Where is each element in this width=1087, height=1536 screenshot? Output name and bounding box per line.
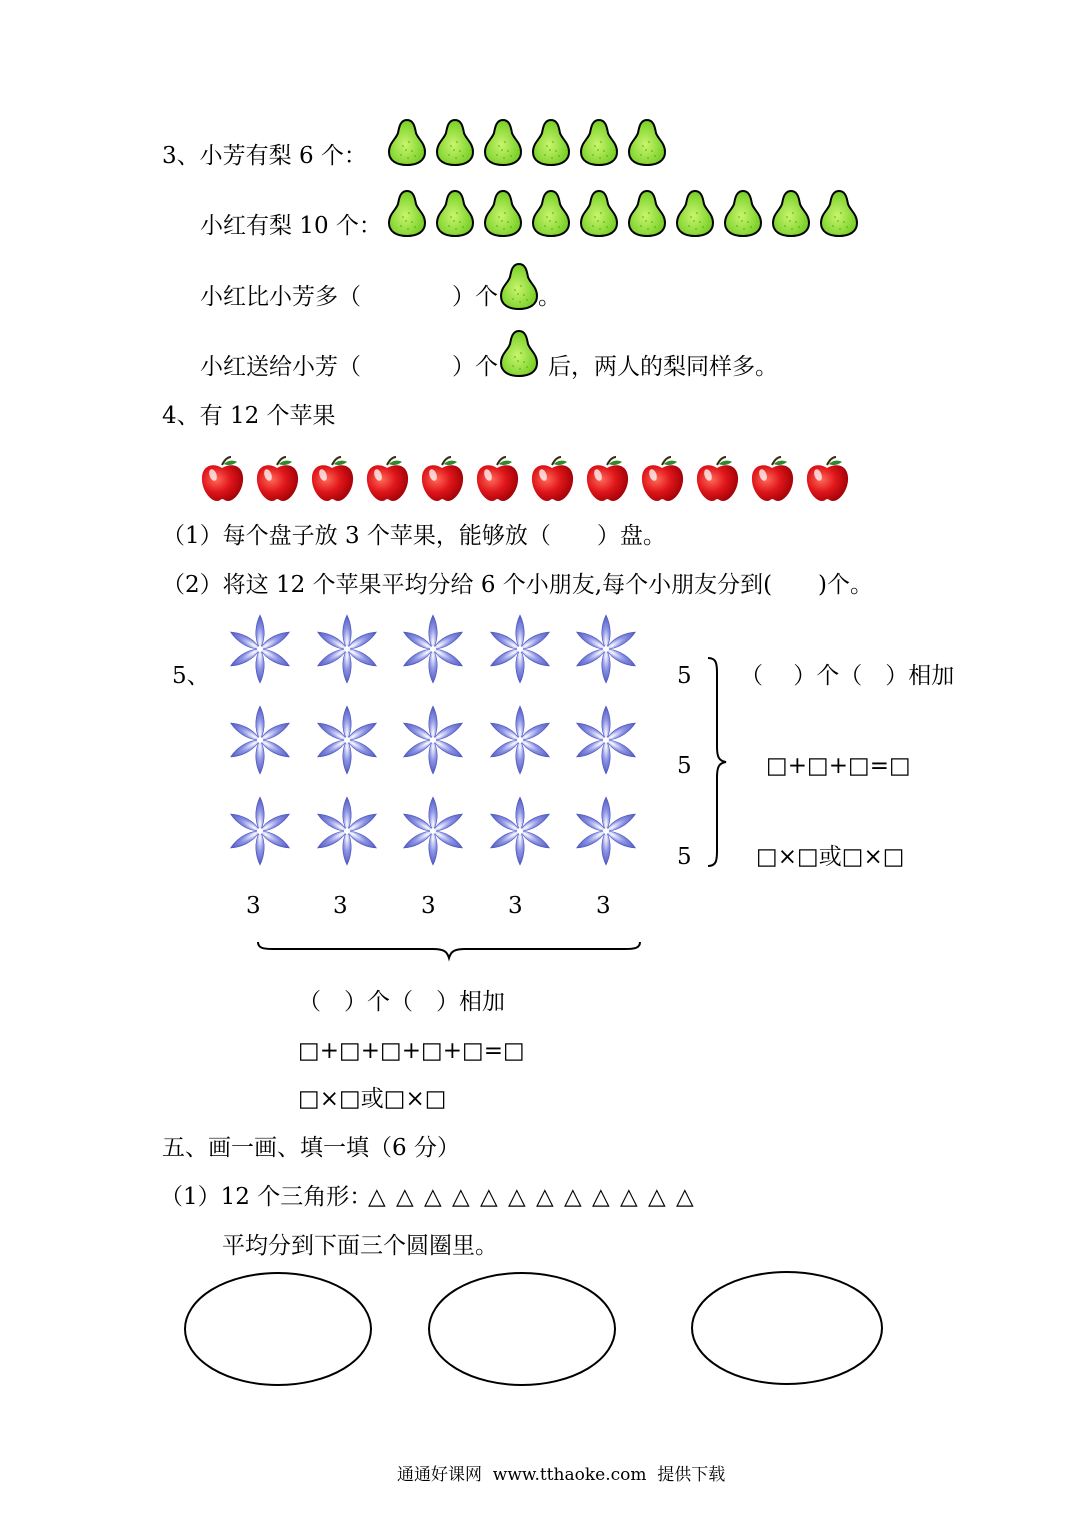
row-total-1: 5: [677, 663, 692, 689]
pear-icon: [819, 189, 859, 237]
pear-icon: [531, 118, 571, 166]
pear-icon: [499, 329, 539, 377]
section5-part1-label: （1）12 个三角形：: [160, 1184, 373, 1210]
pear-icon: [387, 189, 427, 237]
row-total-2: 5: [677, 753, 692, 779]
q4-part1: （1）每个盘子放 3 个苹果，能够放（ ）盘。: [162, 523, 666, 549]
flower-icon: [484, 795, 556, 867]
pear-icon: [531, 189, 571, 237]
right-line1: （ ）个（ ）相加: [740, 663, 955, 689]
footer-text: 通通好课网 www.tthaoke.com 提供下载: [397, 1465, 726, 1485]
q4-title: 4、有 12 个苹果: [162, 403, 336, 429]
flower-icon: [484, 704, 556, 776]
right-line3: □×□或□×□: [756, 844, 905, 870]
apple-icon: [420, 456, 465, 502]
flower-icon: [570, 704, 642, 776]
circle-1[interactable]: [182, 1270, 376, 1390]
flower-icon: [570, 795, 642, 867]
bottom-brace: [255, 936, 645, 964]
col-total-4: 3: [508, 893, 523, 919]
flower-icon: [397, 795, 469, 867]
pear-icon: [483, 118, 523, 166]
pear-icon: [387, 118, 427, 166]
q3-line4-start: 小红送给小芳（: [200, 354, 361, 380]
col-total-5: 3: [596, 893, 611, 919]
apple-icon: [530, 456, 575, 502]
pear-icon: [771, 189, 811, 237]
flower-icon: [224, 704, 296, 776]
pear-icon: [675, 189, 715, 237]
pear-icon: [499, 262, 539, 310]
q3-line3-start: 小红比小芳多（: [200, 284, 361, 310]
apple-icon: [805, 456, 850, 502]
q3-line3-end: 。: [538, 284, 561, 310]
right-brace: [705, 655, 729, 869]
apple-icon: [310, 456, 355, 502]
flower-icon: [224, 795, 296, 867]
q3-line1: 3、小芳有梨 6 个：: [162, 143, 367, 169]
flower-icon: [570, 613, 642, 685]
pear-icon: [483, 189, 523, 237]
q3-line4-mid: ）个: [452, 354, 498, 380]
circle-3[interactable]: [689, 1268, 887, 1388]
triangles-row: △ △ △ △ △ △ △ △ △ △ △ △: [368, 1184, 694, 1210]
apple-icon: [585, 456, 630, 502]
section5-title: 五、画一画、填一填（6 分）: [162, 1135, 460, 1161]
col-total-3: 3: [421, 893, 436, 919]
xiaofang-pears-row: [387, 118, 667, 166]
flower-icon: [224, 613, 296, 685]
pear-icon: [579, 118, 619, 166]
flower-icon: [397, 613, 469, 685]
q3-line2: 小红有梨 10 个：: [200, 213, 382, 239]
q5-label: 5、: [172, 663, 210, 689]
q3-line3-mid: ）个: [452, 284, 498, 310]
col-total-2: 3: [333, 893, 348, 919]
bottom-line3: □×□或□×□: [298, 1086, 447, 1112]
row-total-3: 5: [677, 844, 692, 870]
circle-2[interactable]: [426, 1270, 620, 1390]
flower-icon: [311, 613, 383, 685]
right-line2: □+□+□=□: [766, 753, 911, 779]
pear-icon: [579, 189, 619, 237]
apple-icon: [695, 456, 740, 502]
col-total-1: 3: [246, 893, 261, 919]
apple-icon: [365, 456, 410, 502]
apple-icon: [750, 456, 795, 502]
pear-icon: [435, 118, 475, 166]
pear-icon: [435, 189, 475, 237]
bottom-line2: □+□+□+□+□=□: [298, 1038, 525, 1064]
xiaohong-pears-row: [387, 189, 859, 237]
pear-icon: [627, 118, 667, 166]
q4-part2: （2）将这 12 个苹果平均分给 6 个小朋友,每个小朋友分到( )个。: [162, 572, 874, 598]
apples-row: [200, 456, 850, 502]
flower-icon: [311, 795, 383, 867]
flower-icon: [397, 704, 469, 776]
flower-icon: [311, 704, 383, 776]
q3-line4-end: 后，两人的梨同样多。: [548, 354, 778, 380]
section5-instruction: 平均分到下面三个圆圈里。: [222, 1233, 498, 1259]
apple-icon: [475, 456, 520, 502]
pear-icon: [723, 189, 763, 237]
apple-icon: [640, 456, 685, 502]
apple-icon: [255, 456, 300, 502]
bottom-line1: （ ）个（ ）相加: [298, 989, 505, 1015]
flower-icon: [484, 613, 556, 685]
pear-icon: [627, 189, 667, 237]
apple-icon: [200, 456, 245, 502]
